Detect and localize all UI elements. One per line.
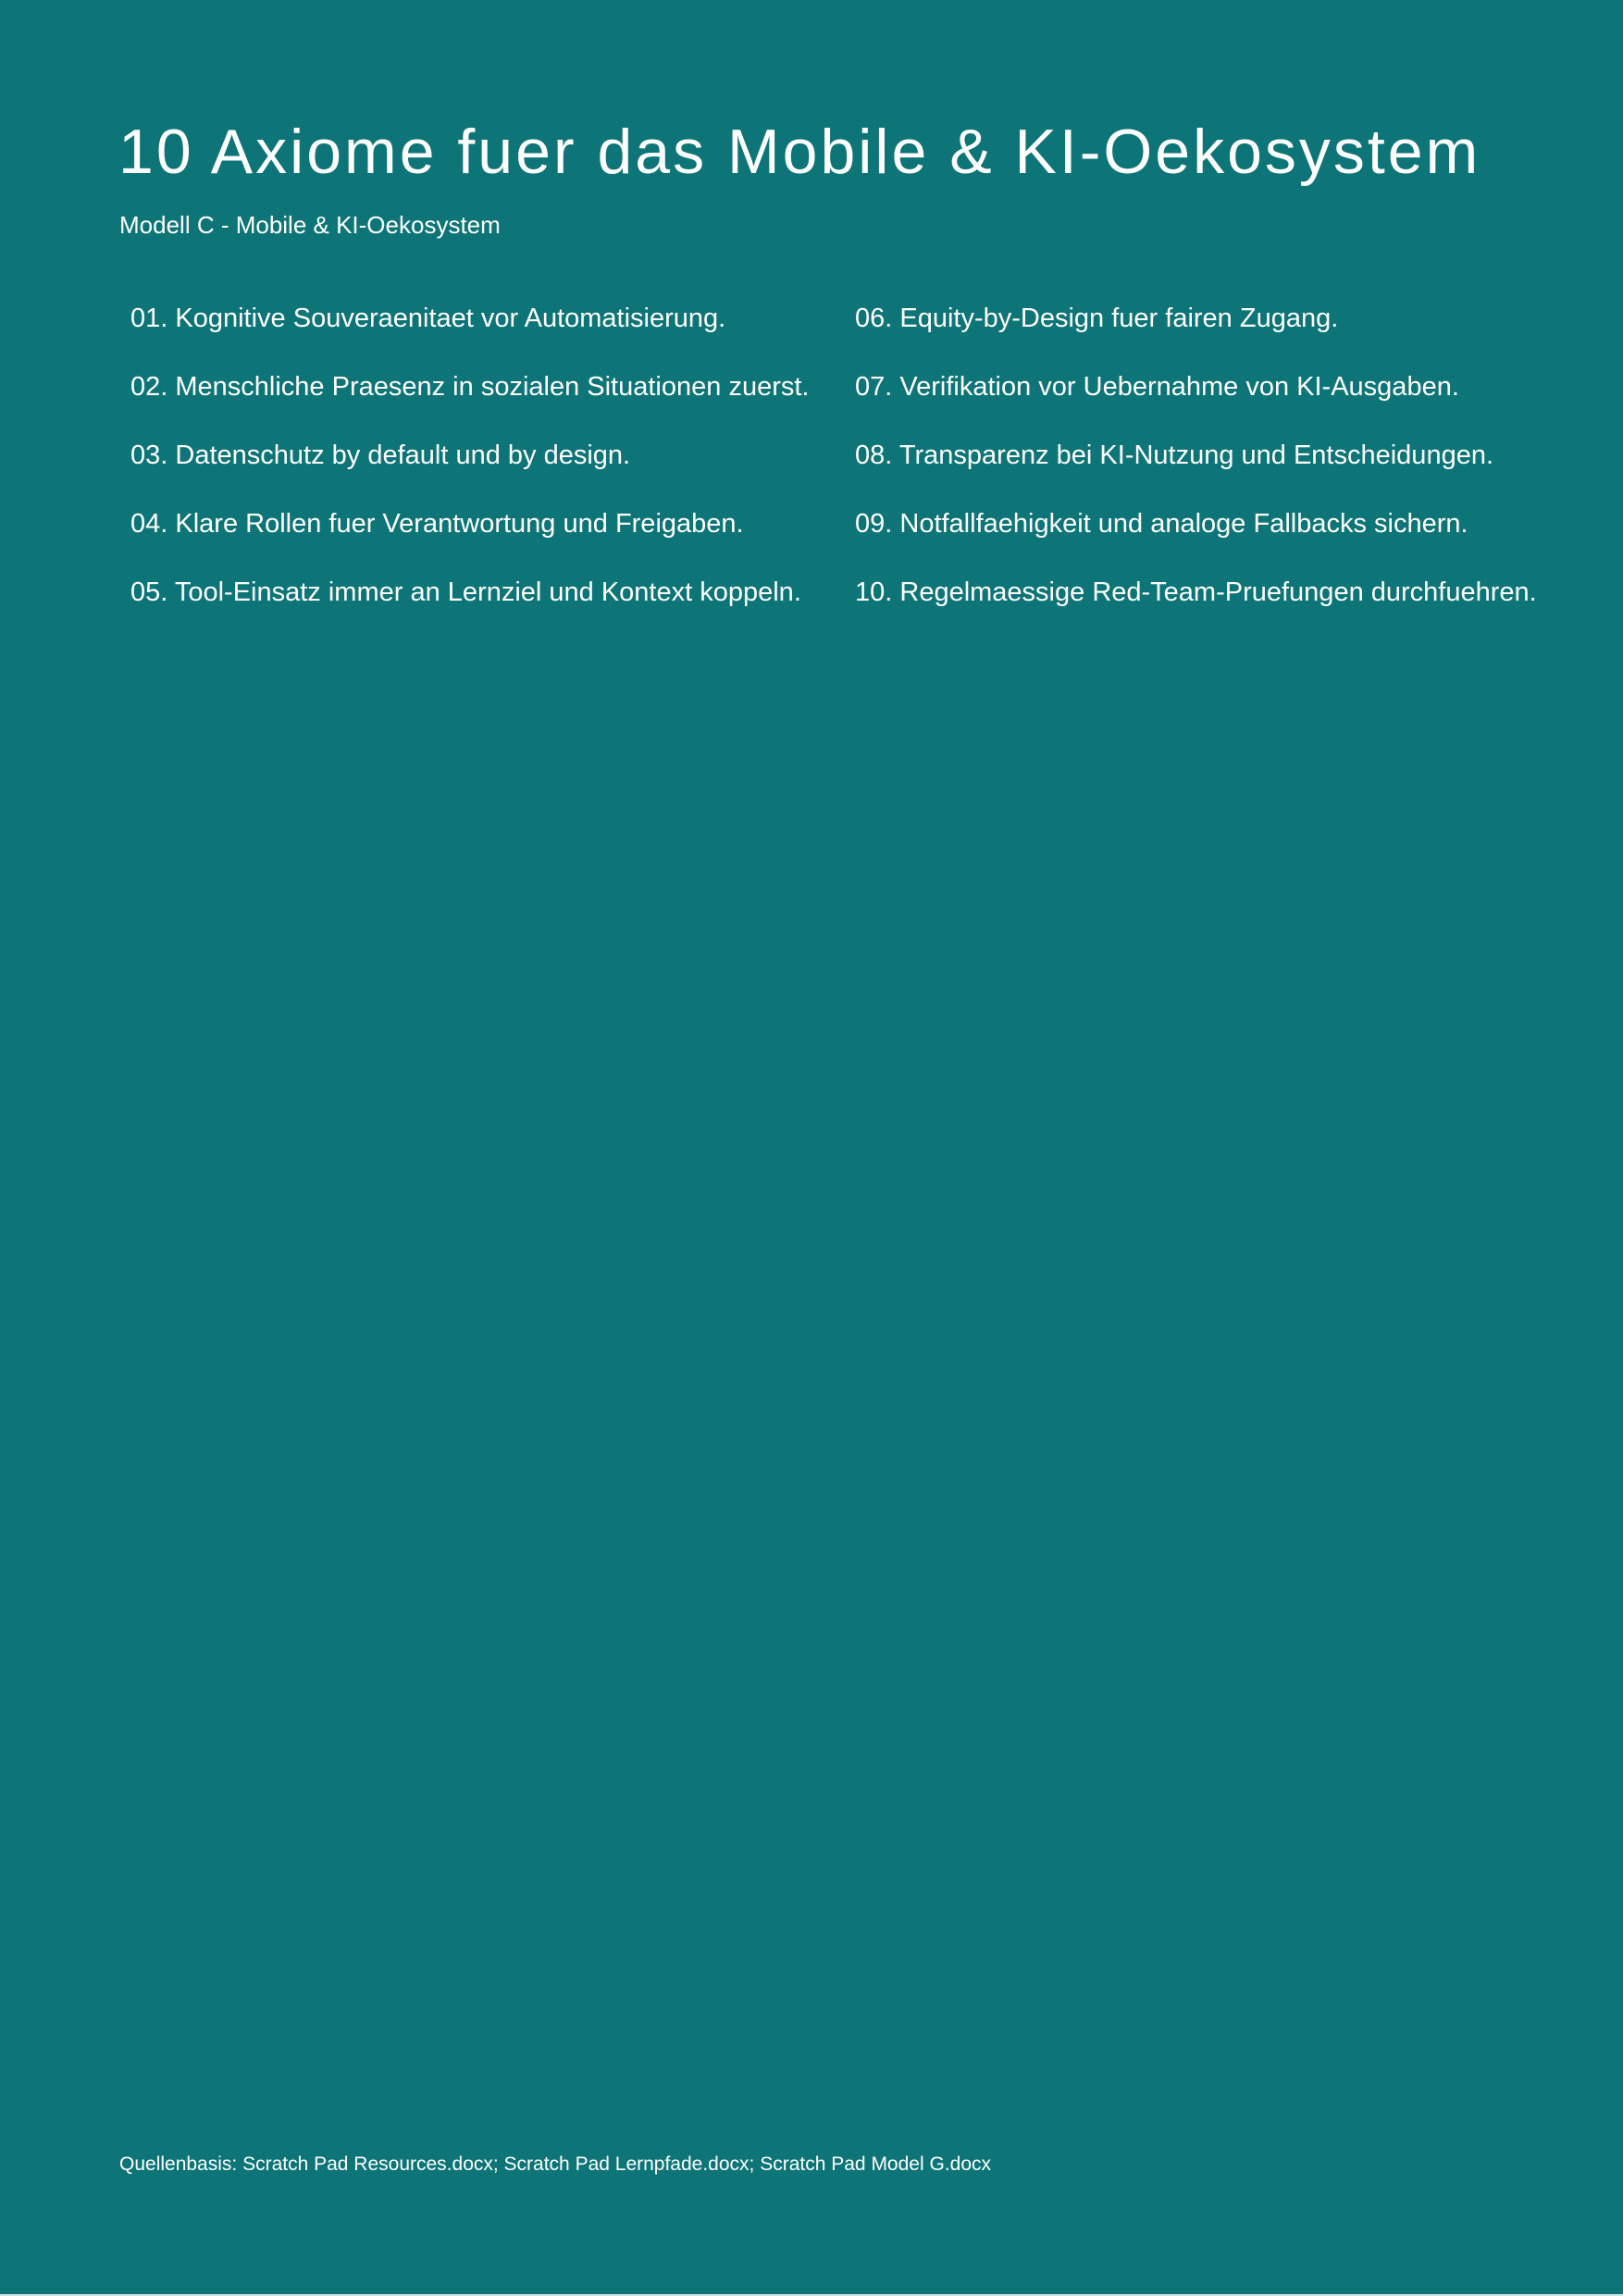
- axiom-item: 01. Kognitive Souveraenitaet vor Automatisierung.: [130, 304, 726, 333]
- axiom-item: 06. Equity-by-Design fuer fairen Zugang.: [855, 304, 1339, 333]
- axiom-list-left: [130, 302, 809, 644]
- page-subtitle: Modell C - Mobile & KI-Oekosystem: [119, 211, 501, 239]
- axiom-item: 04. Klare Rollen fuer Verantwortung und Freigaben.: [130, 509, 744, 539]
- axiom-item: 07. Verifikation vor Uebernahme von KI-Ausgaben.: [855, 372, 1459, 402]
- page-title: 10 Axiome fuer das Mobile & KI-Oekosystem: [118, 117, 1481, 187]
- axiom-list-right: [855, 302, 1537, 644]
- axiom-item: 09. Notfallfaehigkeit und analoge Fallbacks sichern.: [855, 509, 1468, 539]
- sources-footer: Quellenbasis: Scratch Pad Resources.docx; Scratch Pad Lernpfade.docx; Scratch Pad Model G.docx: [119, 2153, 991, 2175]
- axiom-item: 10. Regelmaessige Red-Team-Pruefungen durchfuehren.: [855, 577, 1537, 607]
- axiom-item: 02. Menschliche Praesenz in sozialen Situationen zuerst.: [130, 372, 810, 402]
- axiom-item: 05. Tool-Einsatz immer an Lernziel und Kontext koppeln.: [130, 577, 801, 607]
- axiom-item: 03. Datenschutz by default und by design.: [130, 441, 631, 470]
- axiom-item: 08. Transparenz bei KI-Nutzung und Entscheidungen.: [855, 441, 1494, 470]
